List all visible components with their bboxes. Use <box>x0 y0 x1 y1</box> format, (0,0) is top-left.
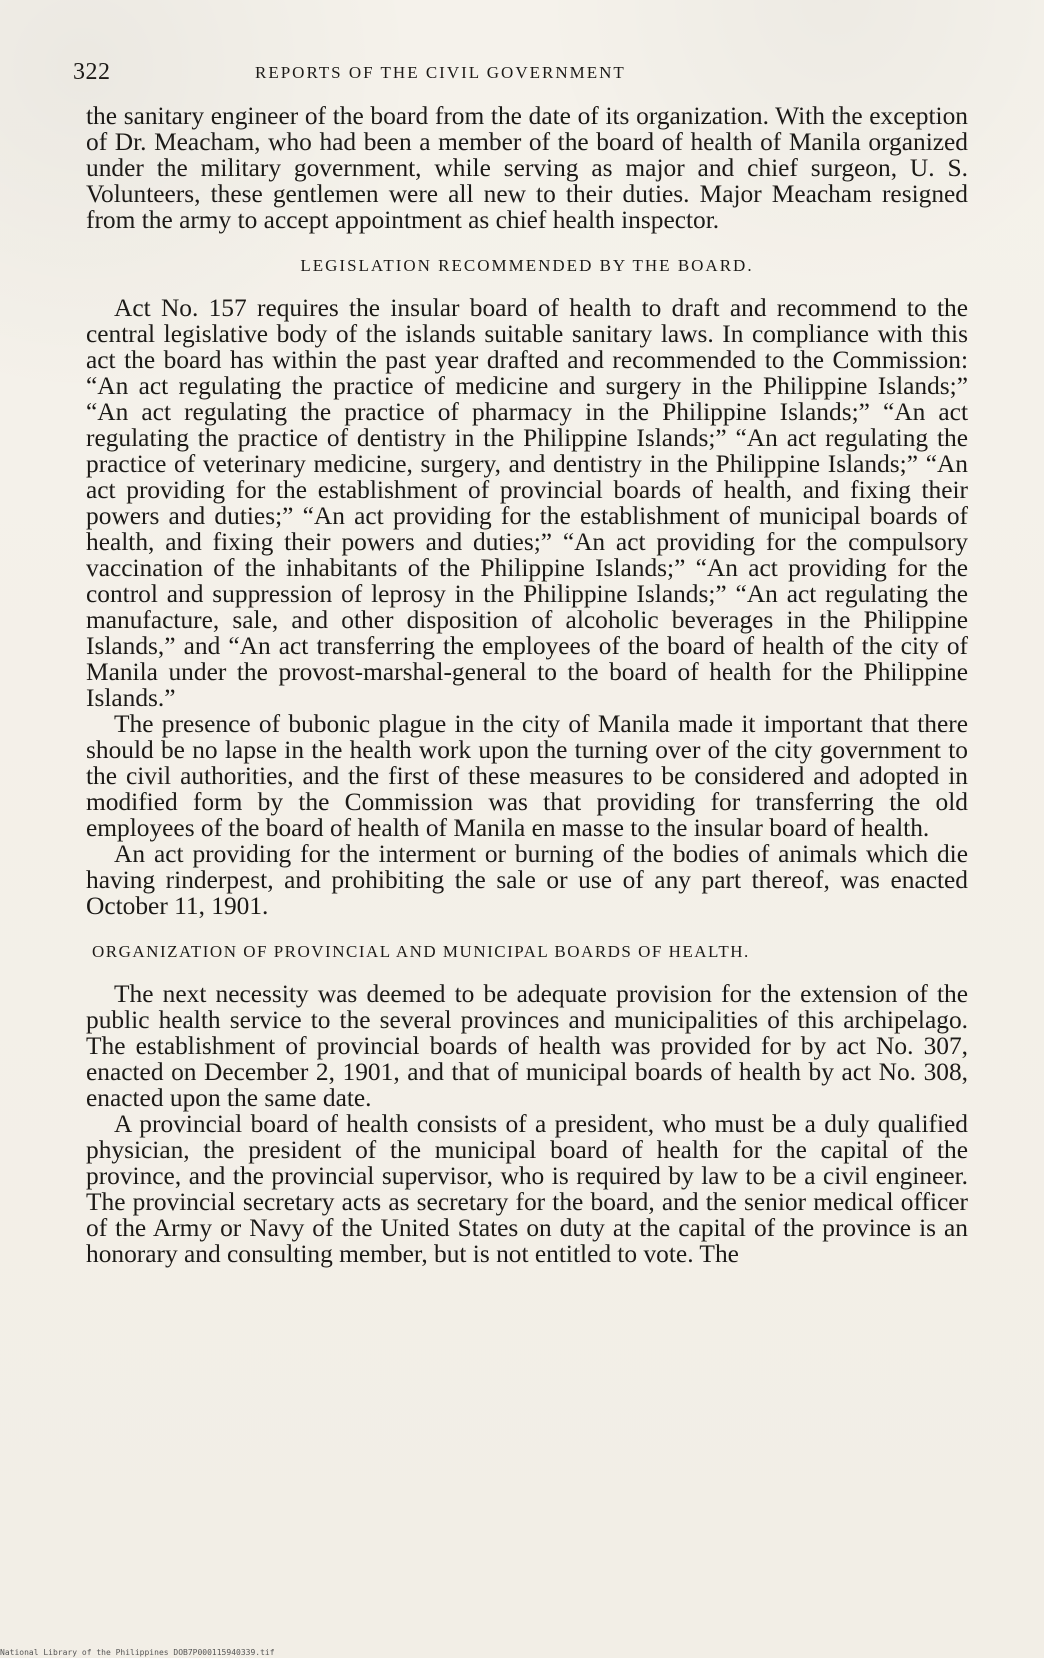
page-header <box>73 59 793 87</box>
section-heading-organization: ORGANIZATION OF PROVINCIAL AND MUNICIPAL BOARDS OF HEALTH. <box>92 942 750 961</box>
organization-paragraph-2: A provincial board of health consists of a president, who must be a duly qualified physician, the president of the municipal board of health for the capital of the province, and the provincial supervisor, who is required by law to be a civil engineer. The provincial secretary acts as secretary for the board, and the senior medical officer of the Army or Navy of the United States on duty at the capital of the province is an honorary and consulting member, but is not entitled to vote. The <box>86 1110 968 1268</box>
footer-scan-label: National Library of the Philippines DOB7P000115940339.tif <box>0 1648 275 1657</box>
legislation-paragraph-1: Act No. 157 requires the insular board of health to draft and recommend to the central legislative body of the islands suitable sanitary laws. In compliance with this act the board has within the past year drafted and recommended to the Commission: “An act regulating the practice of medicine and surgery in the Philippine Islands;” “An act regulating the practice of pharmacy in the Philippine Islands;” “An act regulating the practice of dentistry in the Philippine Islands;” “An act regulating the practice of veterinary medicine, surgery, and dentistry in the Philippine Islands;” “An act providing for the establishment of provincial boards of health, and fixing their powers and duties;” “An act providing for the establishment of municipal boards of health, and fixing their powers and duties;” “An act providing for the compulsory vaccination of the inhabitants of the Philippine Islands;” “An act providing for the control and suppression of leprosy in the Philippine Islands;” “An act regulating the manufacture, sale, and other disposition of alcoholic beverages in the Philippine Islands,” and “An act transferring the employees of the board of health of the city of Manila under the provost-marshal-general to the board of health for the Philippine Islands.” <box>86 294 968 712</box>
page-number: 322 <box>73 59 111 85</box>
opening-paragraph: the sanitary engineer of the board from the date of its organization. With the exception of Dr. Meacham, who had been a member of the board of health of Manila organized under the military government, while serving as major and chief surgeon, U. S. Volunteers, these gentlemen were all new to their duties. Major Meacham resigned from the army to accept appointment as chief health inspector. <box>86 102 968 234</box>
running-head: REPORTS OF THE CIVIL GOVERNMENT <box>255 63 626 82</box>
legislation-paragraph-3: An act providing for the interment or burning of the bodies of animals which die having rinderpest, and prohibiting the sale or use of any part thereof, was enacted October 11, 1901. <box>86 840 968 920</box>
organization-paragraph-1: The next necessity was deemed to be adequate provision for the extension of the public health service to the several provinces and municipalities of this archipelago. The establishment of provincial boards of health was provided for by act No. 307, enacted on December 2, 1901, and that of municipal boards of health by act No. 308, enacted upon the same date. <box>86 980 968 1112</box>
page-body <box>86 103 968 1267</box>
legislation-paragraph-2: The presence of bubonic plague in the city of Manila made it important that there should be no lapse in the health work upon the turning over of the city government to the civil authorities, and the first of these measures to be considered and adopted in modified form by the Commission was that providing for transferring the old employees of the board of health of Manila en masse to the insular board of health. <box>86 710 968 842</box>
section-heading-legislation: LEGISLATION RECOMMENDED BY THE BOARD. <box>300 256 754 275</box>
